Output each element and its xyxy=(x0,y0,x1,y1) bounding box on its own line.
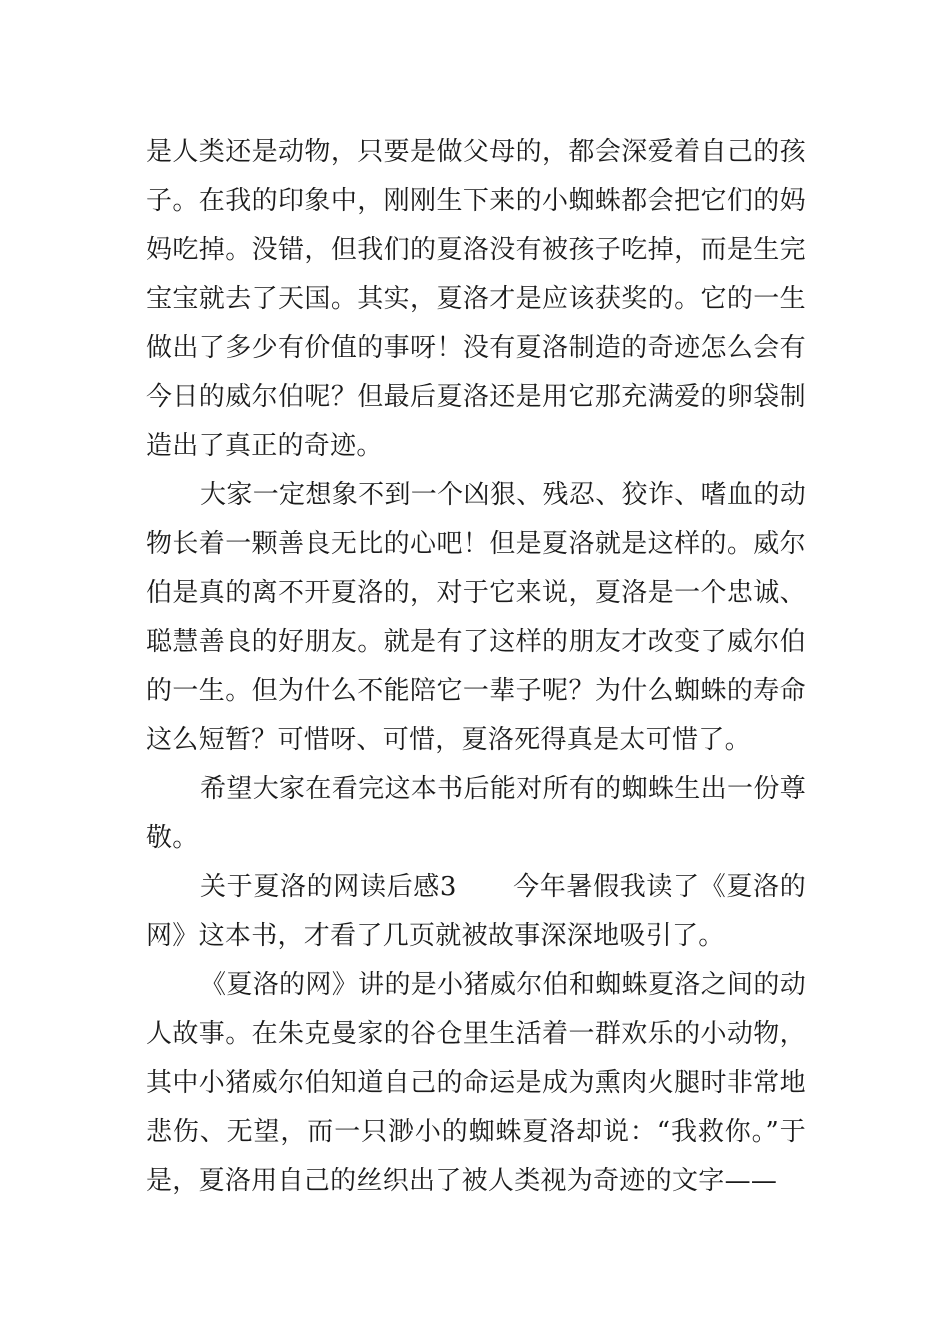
paragraph-2: 大家一定想象不到一个凶狠、残忍、狡诈、嗜血的动物长着一颗善良无比的心吧！但是夏洛就是这样的。威尔伯是真的离不开夏洛的，对于它来说，夏洛是一个忠诚、聪慧善良的好朋友。就是有了这样的朋友才改变了威尔伯的一生。但为什么不能陪它一辈子呢？为什么蜘蛛的寿命这么短暂？可惜呀、可惜，夏洛死得真是太可惜了。 xyxy=(146,480,806,755)
document-body xyxy=(146,128,806,1206)
paragraph-4 xyxy=(146,863,806,961)
paragraph-1: 是人类还是动物，只要是做父母的，都会深爱着自己的孩子。在我的印象中，刚刚生下来的小蜘蛛都会把它们的妈妈吃掉。没错，但我们的夏洛没有被孩子吃掉，而是生完宝宝就去了天国。其实，夏洛才是应该获奖的。它的一生做出了多少有价值的事呀！没有夏洛制造的奇迹怎么会有今日的威尔伯呢？但最后夏洛还是用它那充满爱的卵袋制造出了真正的奇迹。 xyxy=(146,137,806,461)
paragraph-4-text: 今年暑假我读了《夏洛的网》这本书，才看了几页就被故事深深地吸引了。 xyxy=(146,872,806,951)
paragraph-5: 《夏洛的网》讲的是小猪威尔伯和蜘蛛夏洛之间的动人故事。在朱克曼家的谷仓里生活着一群欢乐的小动物，其中小猪威尔伯知道自己的命运是成为熏肉火腿时非常地悲伤、无望，而一只渺小的蜘蛛夏洛却说：“我救你。”于是，夏洛用自己的丝织出了被人类视为奇迹的文字—— xyxy=(146,970,806,1196)
paragraph-3: 希望大家在看完这本书后能对所有的蜘蛛生出一份尊敬。 xyxy=(146,774,806,853)
section-heading: 关于夏洛的网读后感3 xyxy=(200,872,457,902)
